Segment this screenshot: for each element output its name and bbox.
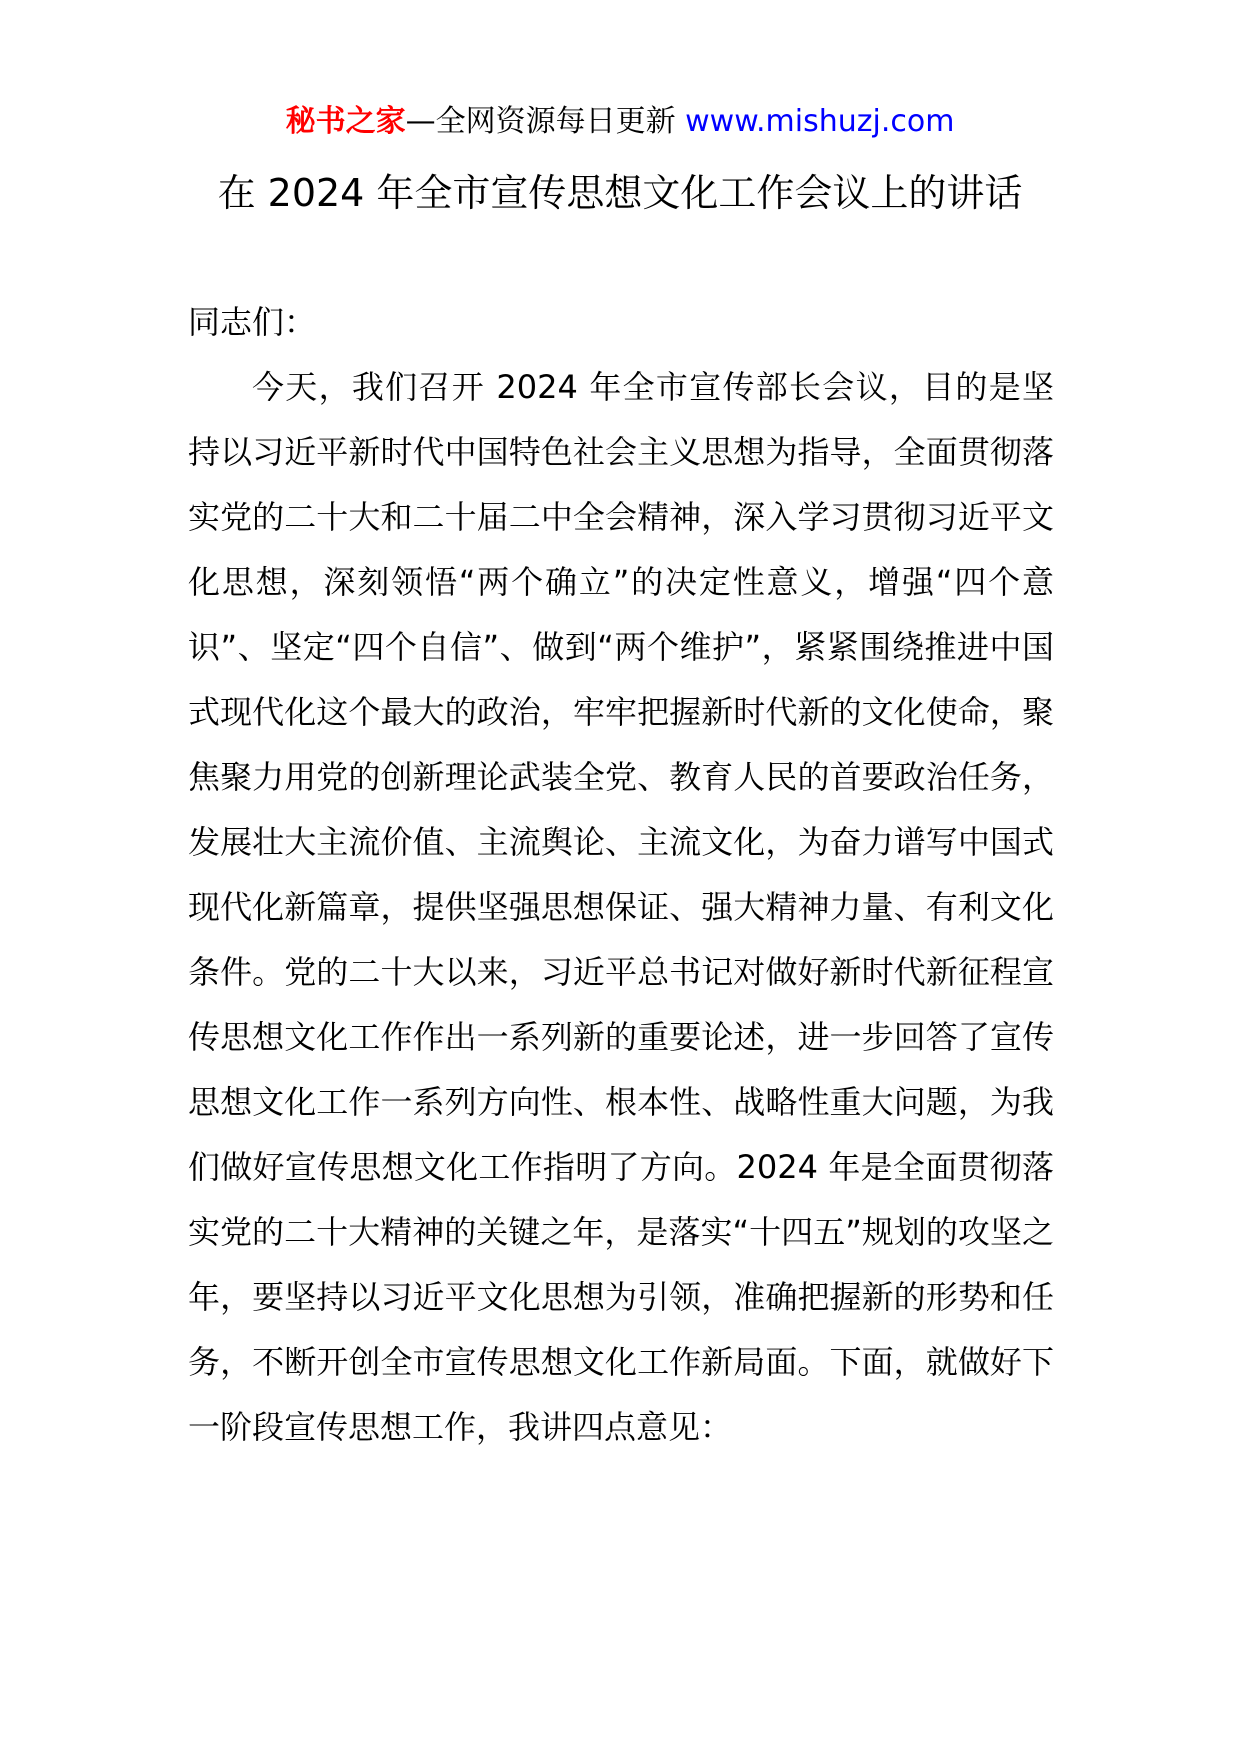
site-url-link[interactable]: www.mishuzj.com [685, 104, 955, 139]
document-title: 在 2024 年全市宣传思想文化工作会议上的讲话 [217, 171, 1023, 215]
brand-name: 秘书之家 [285, 104, 406, 139]
body-paragraph: 今天，我们召开 2024 年全市宣传部长会议，目的是坚持以习近平新时代中国特色社会主义思想为指导，全面贯彻落实党的二十大和二十届二中全会精神，深入学习贯彻习近平文化思想，深刻领悟“两个确立”的决定性意义，增强“四个意识”、坚定“四个自信”、做到“两个维护”，紧紧围绕推进中国式现代化这个最大的政治，牢牢把握新时代新的文化使命，聚焦聚力用党的创新理论武装全党、教育人民的首要政治任务，发展壮大主流价值、主流舆论、主流文化，为奋力谱写中国式现代化新篇章，提供坚强思想保证、强大精神力量、有利文化条件。党的二十大以来，习近平总书记对做好新时代新征程宣传思想文化工作作出一系列新的重要论述，进一步回答了宣传思想文化工作一系列方向性、根本性、战略性重大问题，为我们做好宣传思想文化工作指明了方向。2024 年是全面贯彻落实党的二十大精神的关键之年，是落实“十四五”规划的攻坚之年，要坚持以习近平文化思想为引领，准确把握新的形势和任务，不断开创全市宣传思想文化工作新局面。下面，就做好下一阶段宣传思想工作，我讲四点意见： [188, 368, 1054, 1446]
salutation: 同志们： [188, 303, 317, 341]
header-tagline: —全网资源每日更新 [405, 104, 686, 139]
site-header [0, 102, 1240, 142]
